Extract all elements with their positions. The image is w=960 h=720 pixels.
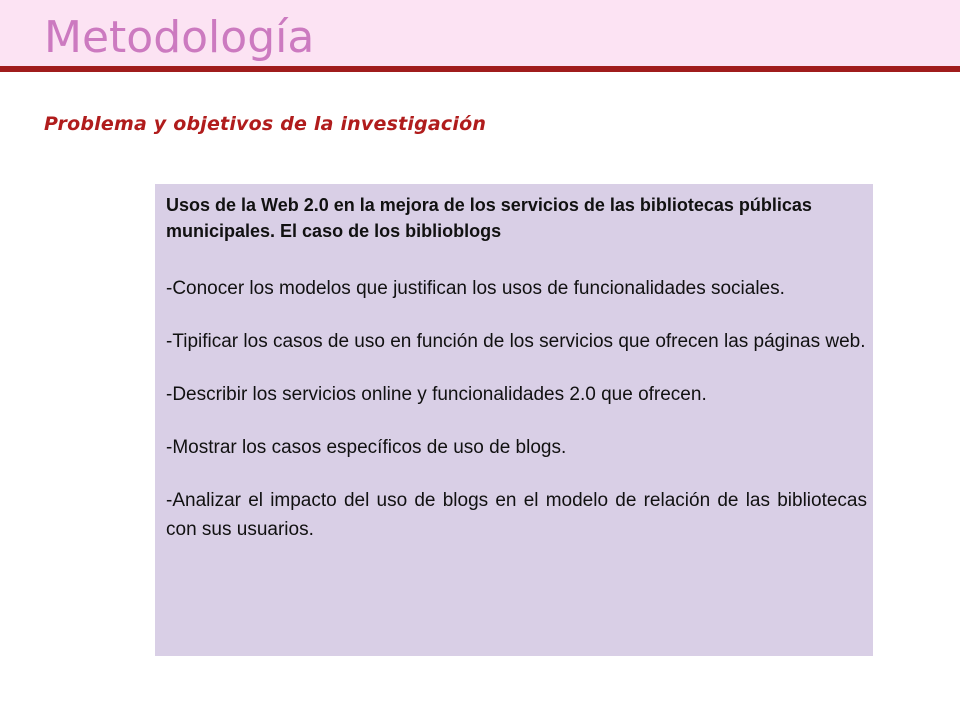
- section-heading: Problema y objetivos de la investigación: [44, 113, 487, 135]
- objective-item: -Tipificar los casos de uso en función de los servicios que ofrecen las páginas web.: [166, 331, 866, 352]
- objectives-list: [166, 274, 867, 544]
- objective-item: -Describir los servicios online y funcionalidades 2.0 que ofrecen.: [166, 384, 707, 405]
- objective-item: -Analizar el impacto del uso de blogs en el modelo de relación de las bibliotecas con sus usuarios.: [166, 490, 867, 540]
- slide-title: Metodología: [44, 12, 315, 63]
- research-topic-title: Usos de la Web 2.0 en la mejora de los servicios de las bibliotecas públicas municipales. El caso de los biblioblogs: [166, 195, 812, 241]
- objective-item: -Mostrar los casos específicos de uso de blogs.: [166, 437, 567, 458]
- objective-item: -Conocer los modelos que justifican los usos de funcionalidades sociales.: [166, 278, 785, 299]
- header-divider: [0, 66, 960, 72]
- objectives-box: [155, 184, 873, 656]
